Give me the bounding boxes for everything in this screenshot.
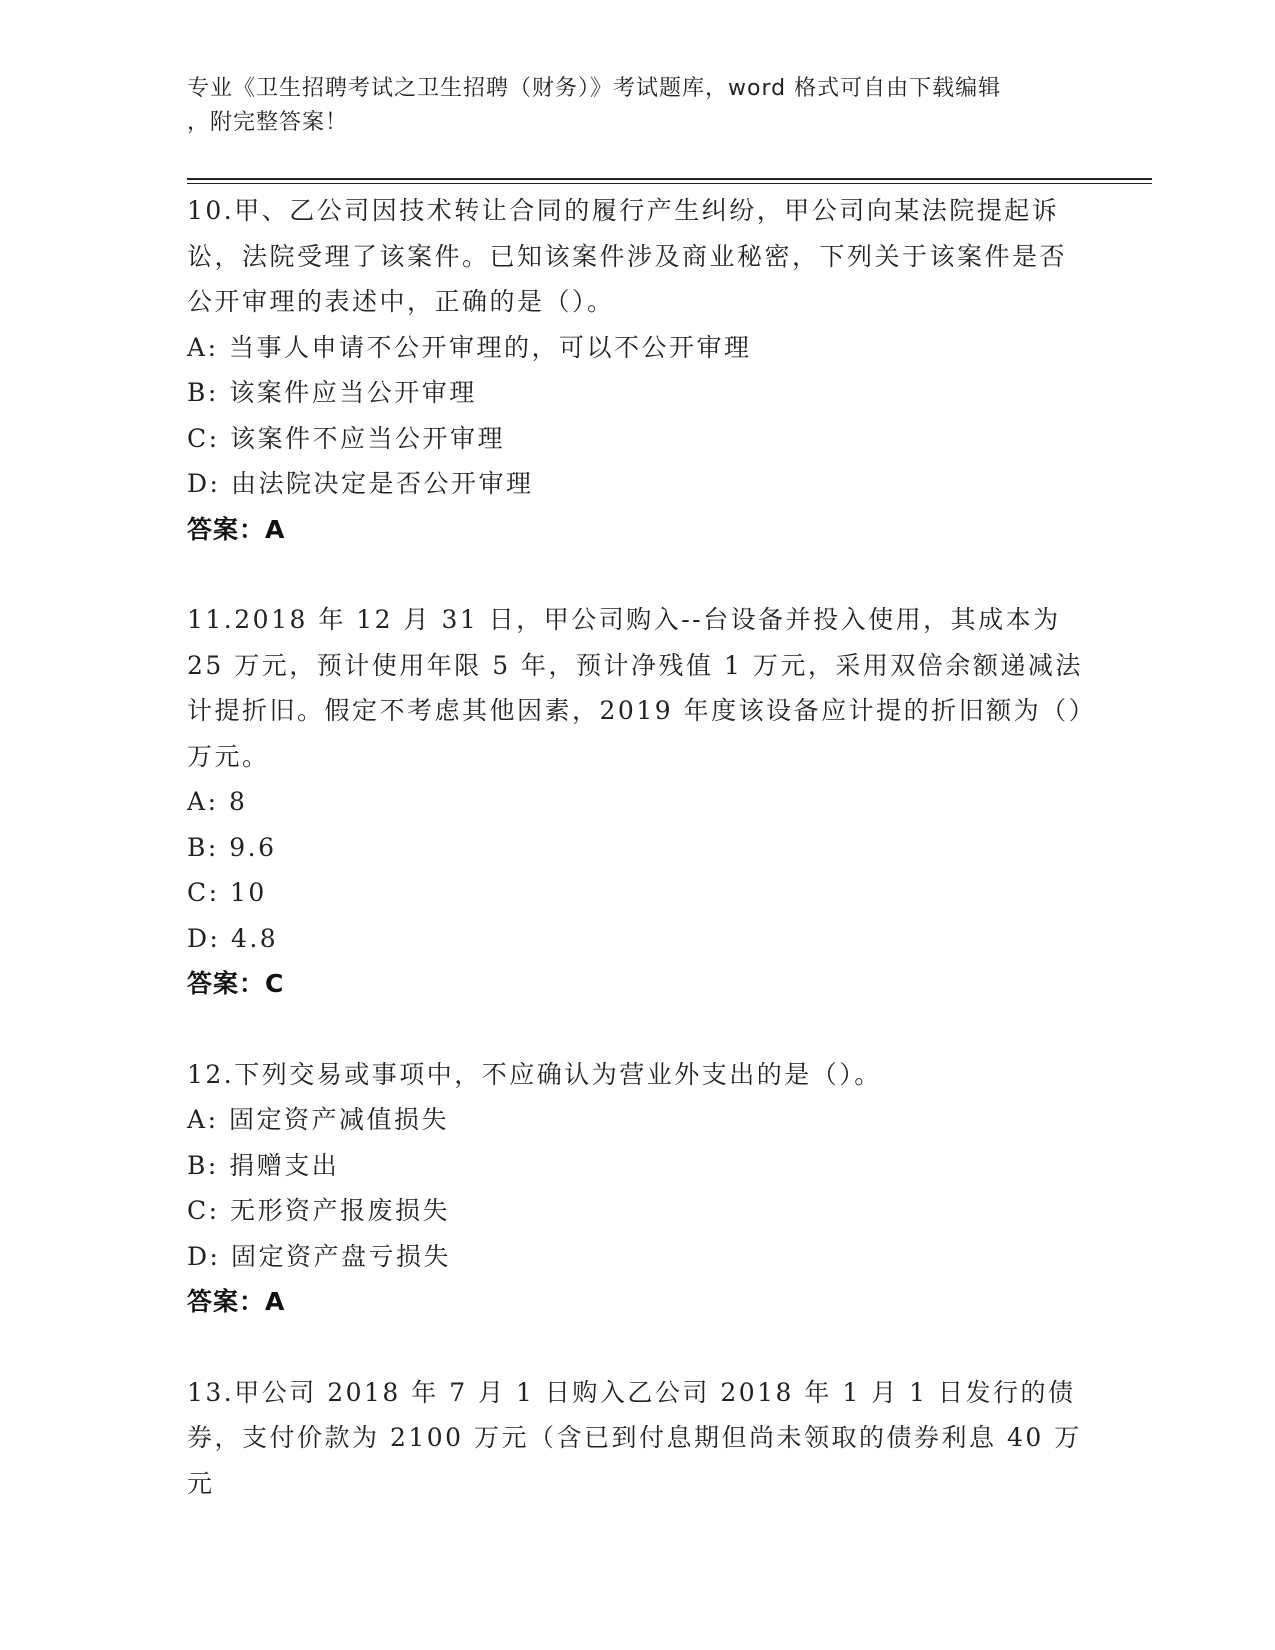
option-a [187, 779, 1087, 825]
header-rule-thick [187, 178, 1152, 180]
option-text: 该案件应当公开审理 [229, 378, 477, 407]
option-text: 无形资产报废损失 [230, 1196, 451, 1225]
answer-label: 答案： [187, 969, 266, 998]
option-key: C [187, 1196, 209, 1225]
option-key: D [187, 1241, 210, 1271]
option-d [187, 1234, 1087, 1280]
option-key: D [187, 469, 210, 498]
answer-label: 答案： [187, 1287, 266, 1316]
option-separator: : [207, 332, 219, 362]
option-separator: : [207, 787, 219, 816]
option-b [187, 370, 1087, 416]
option-separator: : [207, 1105, 219, 1134]
option-a [187, 325, 1087, 371]
answer-value: A [265, 1287, 286, 1316]
question-10 [187, 188, 1087, 552]
question-stem: 12.下列交易或事项中，不应确认为营业外支出的是（）。 [187, 1059, 882, 1089]
option-c [187, 1188, 1087, 1234]
option-key: A [187, 1105, 208, 1134]
answer-value: A [265, 514, 286, 544]
header-rule-thin [187, 183, 1152, 184]
question-list [187, 188, 1087, 1551]
option-d [187, 461, 1087, 507]
option-a [187, 1097, 1087, 1143]
option-separator: : [207, 1150, 219, 1180]
option-text: 9.6 [229, 832, 277, 862]
option-separator: : [208, 1196, 220, 1225]
option-key: B [187, 832, 208, 862]
option-text: 当事人申请不公开审理的，可以不公开审理 [228, 332, 752, 362]
answer-value: C [265, 969, 285, 998]
question-13 [187, 1370, 1087, 1507]
option-text: 由法院决定是否公开审理 [230, 469, 534, 498]
option-b [187, 825, 1087, 871]
option-d [187, 916, 1087, 962]
answer-line [187, 507, 1087, 553]
option-key: A [187, 787, 208, 816]
question-stem: 11.2018 年 12 月 31 日，甲公司购入--台设备并投入使用，其成本为 25 万元，预计使用年限 5 年，预计净残值 1 万元，采用双倍余额递减法计提折旧。假定不考虑其他因素，2019 年度该设备应计提的折旧额为（）万元。 [187, 605, 1084, 771]
option-key: B [187, 1150, 208, 1180]
option-c [187, 870, 1087, 916]
option-separator: : [209, 469, 221, 498]
option-text: 固定资产盘亏损失 [230, 1241, 451, 1271]
option-separator: : [208, 423, 220, 453]
option-separator: : [209, 923, 221, 953]
option-text: 该案件不应当公开审理 [230, 423, 506, 453]
answer-label: 答案： [187, 514, 266, 544]
question-12 [187, 1052, 1087, 1325]
option-key: C [187, 423, 209, 453]
option-key: B [187, 378, 208, 407]
option-key: D [187, 923, 210, 953]
option-c [187, 416, 1087, 462]
question-stem: 10.甲、乙公司因技术转让合同的履行产生纠纷，甲公司向某法院提起诉讼，法院受理了该案件。已知该案件涉及商业秘密，下列关于该案件是否公开审理的表述中，正确的是（）。 [187, 196, 1068, 316]
option-text: 捐赠支出 [229, 1150, 340, 1180]
header-line-1: 专业《卫生招聘考试之卫生招聘（财务）》考试题库，word 格式可自由下载编辑 [187, 76, 1002, 101]
question-11 [187, 597, 1087, 1007]
header-line-2: ，附完整答案！ [187, 110, 349, 135]
option-text: 10 [230, 878, 267, 907]
option-separator: : [207, 832, 219, 862]
option-text: 固定资产减值损失 [228, 1105, 449, 1134]
option-text: 4.8 [230, 923, 279, 953]
answer-line [187, 961, 1087, 1007]
option-text: 8 [228, 787, 248, 816]
option-b [187, 1143, 1087, 1189]
option-separator: : [208, 878, 220, 907]
option-key: A [187, 332, 208, 362]
option-separator: : [207, 378, 219, 407]
option-separator: : [209, 1241, 221, 1271]
option-key: C [187, 878, 209, 907]
document-header [187, 72, 1087, 140]
question-stem: 13.甲公司 2018 年 7 月 1 日购入乙公司 2018 年 1 月 1 日发行的债券，支付价款为 2100 万元（含已到付息期但尚未领取的债券利息 40 万元 [187, 1377, 1082, 1498]
answer-line [187, 1279, 1087, 1325]
